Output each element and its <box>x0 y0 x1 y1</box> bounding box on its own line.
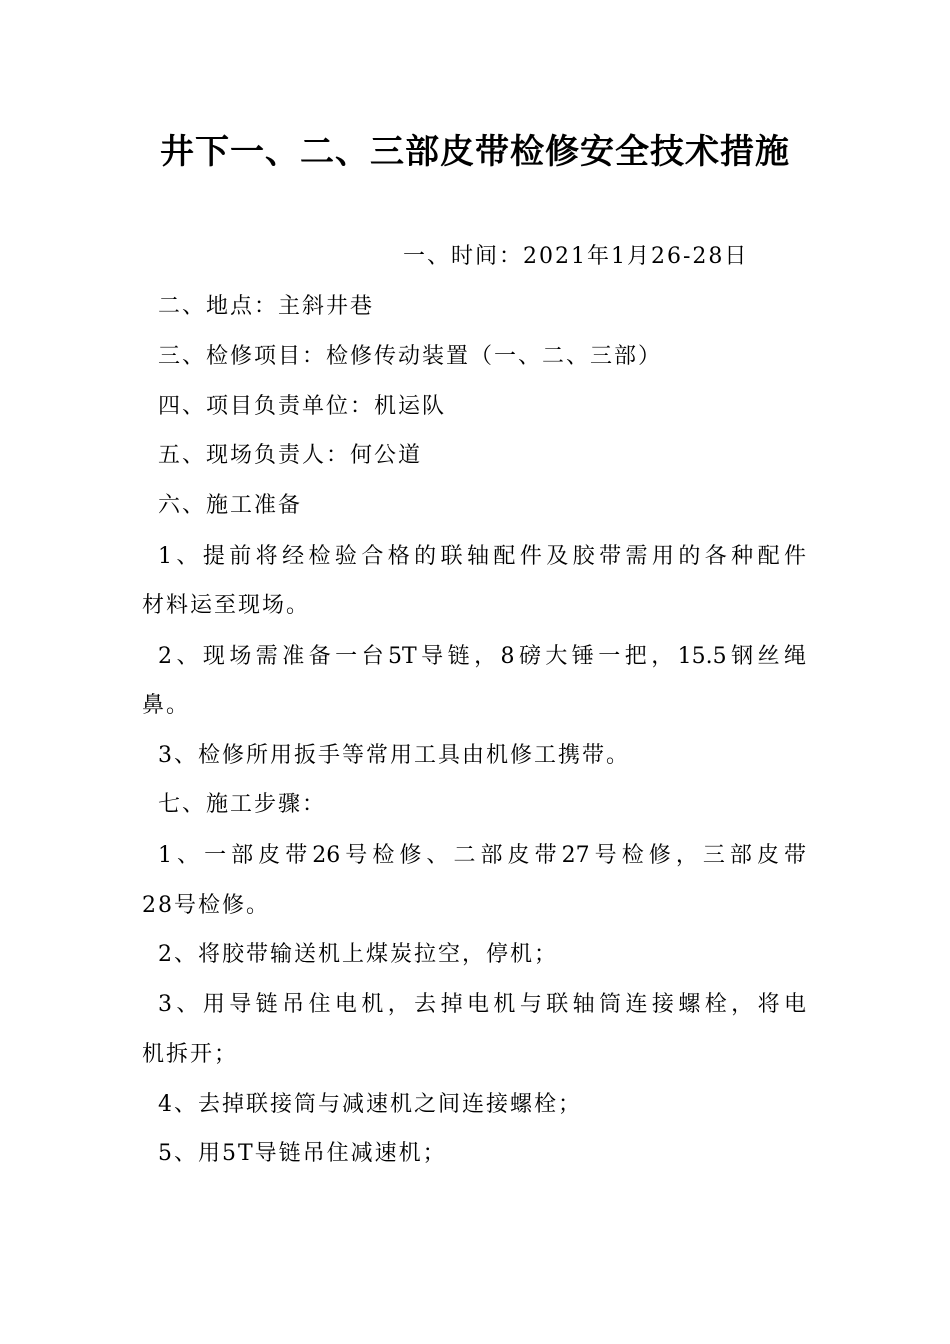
location-line: 二、地点：主斜井巷 <box>158 294 375 319</box>
step-4-line-1: 4、去掉联接筒与减速机之间连接螺栓； <box>158 1092 582 1117</box>
prep-item-1-line-2: 材料运至现场。 <box>142 593 311 618</box>
step-1-line-2: 28号检修。 <box>142 893 270 918</box>
step-5-line-1: 5、用5T导链吊住减速机； <box>158 1141 447 1166</box>
step-3-line-2: 机拆开； <box>142 1042 239 1067</box>
step-2-line-1: 2、将胶带输送机上煤炭拉空，停机； <box>158 942 558 967</box>
prep-item-2-line-1: 2、现场需准备一台5T导链，8磅大锤一把，15.5钢丝绳 <box>158 644 806 669</box>
prep-item-1-line-1: 1、提前将经检验合格的联轴配件及胶带需用的各种配件 <box>158 544 806 569</box>
time-line: 一、时间：2021年1月26-28日 <box>403 244 749 269</box>
prep-item-2-line-2: 鼻。 <box>142 693 191 718</box>
unit-line: 四、项目负责单位：机运队 <box>158 394 447 419</box>
prep-heading: 六、施工准备 <box>158 493 303 518</box>
leader-line: 五、现场负责人：何公道 <box>158 443 423 468</box>
project-line: 三、检修项目：检修传动装置（一、二、三部） <box>158 344 663 369</box>
step-3-line-1: 3、用导链吊住电机，去掉电机与联轴筒连接螺栓，将电 <box>158 992 806 1017</box>
document-title: 井下一、二、三部皮带检修安全技术措施 <box>160 132 790 172</box>
step-1-line-1: 1、一部皮带26号检修、二部皮带27号检修，三部皮带 <box>158 843 806 868</box>
steps-heading: 七、施工步骤： <box>158 792 327 817</box>
prep-item-3-line-1: 3、检修所用扳手等常用工具由机修工携带。 <box>158 743 630 768</box>
